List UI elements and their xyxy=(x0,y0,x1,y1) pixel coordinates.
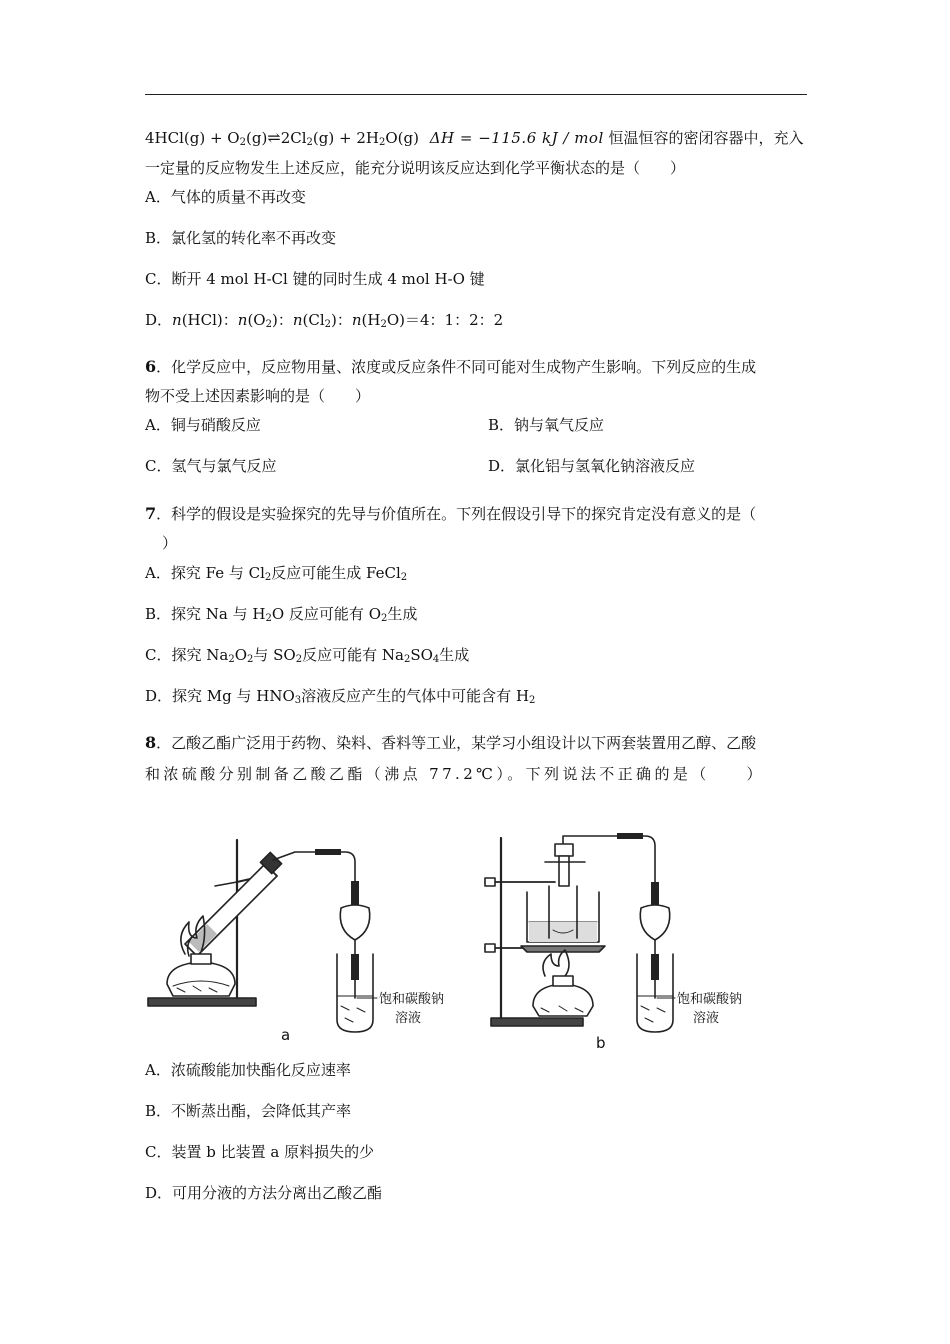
q8-stem-line2: 和浓硫酸分别制备乙酸乙酯（沸点 77.2℃）。下列说法不正确的是（ ） xyxy=(145,765,765,783)
equilibrium-arrow-icon: ⇌ xyxy=(267,128,281,147)
q6-stem-line2: 物不受上述因素影响的是（ ） xyxy=(145,387,371,405)
q5-option-b: B．氯化氢的转化率不再改变 xyxy=(145,229,337,247)
ester-apparatus-figure xyxy=(145,826,765,1056)
q7-option-c: C．探究 $Na_2O_2$与 $SO_2$反应可能有 $Na_2SO_4$生成 xyxy=(145,646,470,665)
q6-option-d: D．氯化铝与氢氧化钠溶液反应 xyxy=(488,457,696,475)
q5-reactants: 4HCl(g) + O xyxy=(145,129,240,147)
q7-stem-line2: ） xyxy=(162,534,178,552)
q8-option-b: B．不断蒸出酯，会降低其产率 xyxy=(145,1102,352,1120)
q8-stem-line1: 8．乙酸乙酯广泛用于药物、染料、香料等工业，某学习小组设计以下两套装置用乙醇、乙酸 xyxy=(145,733,757,752)
label-b-solution-line1: 饱和碳酸钠 xyxy=(677,992,743,1007)
q5-option-a: A．气体的质量不再改变 xyxy=(145,188,306,206)
q6-option-a: A．铜与硝酸反应 xyxy=(145,416,261,434)
q7-stem-line1: 7．科学的假设是实验探究的先导与价值所在。下列在假设引导下的探究肯定没有意义的是（ xyxy=(145,504,757,523)
q5-option-c: C．断开 4 mol H-Cl 键的同时生成 4 mol H-O 键 xyxy=(145,270,485,288)
apparatus-b-drawing xyxy=(485,833,675,1032)
q5-products: 2Cl xyxy=(280,129,307,147)
q6-stem-line1: 6．化学反应中，反应物用量、浓度或反应条件不同可能对生成物产生影响。下列反应的生成 xyxy=(145,357,757,376)
q5-equation-line: $4HCl(g) + O_2(g)\rightleftharpoons 2Cl_2(g) + 2H_2O(g) \Delta H = -115.6$ kJ / mol 恒温恒容的密闭容器中，充入 xyxy=(145,128,804,148)
label-b-solution-line2: 溶液 xyxy=(693,1011,720,1026)
header-rule xyxy=(145,94,807,95)
q5-equation-tail: 恒温恒容的密闭容器中，充入 xyxy=(608,129,804,147)
q6-option-c: C．氢气与氯气反应 xyxy=(145,457,277,475)
label-a-solution-line1: 饱和碳酸钠 xyxy=(379,992,445,1007)
q5-option-d: D．n(HCl)：$n(O_2)$：$n(Cl_2)$：$n(H_2O)=4$：1：2：2 xyxy=(145,311,504,330)
label-a-solution-line2: 溶液 xyxy=(395,1011,422,1026)
q7-option-b: B．探究 Na 与 $H_2O$ 反应可能有 $O_2$生成 xyxy=(145,605,418,624)
q8-option-c: C．装置 b 比装置 a 原料损失的少 xyxy=(145,1143,375,1161)
q6-option-b: B．钠与氧气反应 xyxy=(488,416,605,434)
apparatus-a-drawing xyxy=(148,840,377,1032)
q7-option-d: D．探究 Mg 与 $HNO_3$溶液反应产生的气体中可能含有 $H_2$ xyxy=(145,687,536,706)
q5-delta-h: ΔH = −115.6 kJ / mol xyxy=(429,129,604,147)
figure-label-a: a xyxy=(281,1026,291,1044)
q7-option-a: A．探究 Fe 与 $Cl_2$反应可能生成 FeCl$_2$ xyxy=(145,564,408,583)
q8-option-a: A．浓硫酸能加快酯化反应速率 xyxy=(145,1061,351,1079)
q5-stem-line2: 一定量的反应物发生上述反应，能充分说明该反应达到化学平衡状态的是（ ） xyxy=(145,159,686,177)
q8-option-d: D．可用分液的方法分离出乙酸乙酯 xyxy=(145,1184,383,1202)
figure-label-b: b xyxy=(596,1034,606,1052)
